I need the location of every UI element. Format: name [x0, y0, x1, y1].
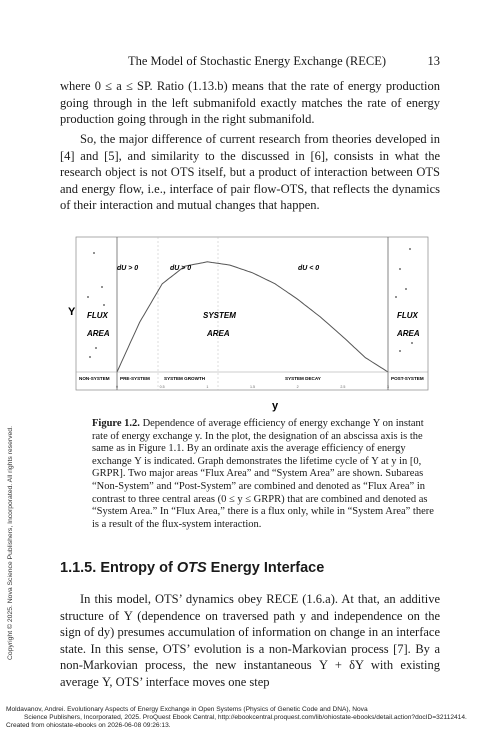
x-tick-label: 1	[206, 385, 209, 389]
label-flux-left-1: FLUX	[87, 311, 108, 320]
x-tick-label: 2.5	[340, 385, 346, 389]
label-non-system: NON-SYSTEM	[79, 376, 110, 381]
x-tick-label: 3	[387, 385, 389, 389]
efficiency-curve	[117, 262, 388, 372]
label-system-decay: SYSTEM DECAY	[285, 376, 321, 381]
paragraph-2: So, the major difference of current research from theories developed in [4] and [5], and similarity to the discussed in [6], consists in what the research object is not OTS itself, but a product of interaction between OTS and energy flow, i.e., interface of pair flow-OTS, that reflects the dynamics of their interaction and mutual changes that happen.	[60, 132, 440, 212]
label-du-mid: dU > 0	[170, 265, 192, 272]
x-ticks	[116, 385, 389, 389]
copyright-text: Copyright © 2025. Nova Science Publishers, Incorporated. All rights reserved.	[7, 426, 14, 660]
figure-svg	[70, 235, 436, 415]
citation-footer	[6, 706, 496, 731]
section-title-prefix: Entropy of	[100, 560, 177, 576]
plot-frame	[76, 237, 428, 390]
label-system-2: AREA	[207, 329, 230, 338]
flux-dot	[103, 304, 105, 306]
section-title-em: OTS	[176, 560, 207, 576]
x-tick-label: 2	[296, 385, 299, 389]
x-tick-label: 1.5	[250, 385, 255, 389]
label-system-growth: SYSTEM GROWTH	[164, 376, 206, 381]
figure-1-2	[70, 235, 436, 415]
flux-dot	[89, 356, 91, 358]
caption-text: Dependence of average efficiency of energy exchange Υ on instant rate of energy exchange y. In the plot, the designation of an abscissa axis is the same as in Figure 1.1. By an ordinate axis the average efficiency of energy exchange Υ is indicated. Graph demonstrates the lifetime cycle of Υ at y in [0, GRPR]. Two major areas “Flux Area” and “System Area” are shown. Subareas “Non-System” and “Post-System” are combined and denoted as “Flux Area” in contrast to three central areas (0 ≤ y ≤ GRPR) that are combined and denoted as “System Area.” In “Flux Area,” there is a flux only, while in “System Area” there is a result of the flux-system interaction.	[92, 418, 434, 530]
header-title: The Model of Stochastic Energy Exchange (RECE)	[128, 54, 387, 68]
footer-line-3: Created from ohiostate-ebooks on 2026-06-08 09:26:13.	[6, 722, 171, 730]
y-axis-label: Υ	[68, 306, 76, 318]
section-number: 1.1.5.	[60, 560, 97, 576]
section-heading	[60, 560, 324, 576]
label-flux-left-2: AREA	[87, 329, 110, 338]
label-pre-system: PRE-SYSTEM	[120, 376, 150, 381]
flux-dot	[411, 342, 413, 344]
flux-dot	[395, 296, 397, 298]
paragraph-1: where 0 ≤ a ≤ SP. Ratio (1.13.b) means that the rate of energy production going through in the left submanifold exactly matches the rate of energy production going through in the right submanifold.	[60, 79, 440, 126]
flux-dot	[93, 252, 95, 254]
label-du-lt0: dU < 0	[298, 265, 320, 272]
flux-dot	[399, 350, 401, 352]
flux-dot	[409, 248, 411, 250]
flux-dot	[405, 288, 407, 290]
figure-caption	[92, 418, 437, 531]
page-number: 13	[427, 54, 440, 68]
copyright-sidebar	[7, 426, 21, 660]
label-flux-right-1: FLUX	[397, 311, 418, 320]
flux-dot	[95, 347, 97, 349]
flux-dot	[87, 296, 89, 298]
flux-dot	[399, 268, 401, 270]
label-post-system: POST-SYSTEM	[391, 376, 424, 381]
x-tick-label: 0	[116, 385, 118, 389]
caption-label: Figure 1.2.	[92, 418, 140, 429]
label-du-left: dU > 0	[117, 265, 139, 272]
x-axis-label: y	[272, 400, 279, 412]
x-tick-label: 0.5	[159, 385, 165, 389]
label-system-1: SYSTEM	[203, 311, 236, 320]
label-flux-right-2: AREA	[397, 329, 420, 338]
footer-line-2: Science Publishers, Incorporated, 2025. ProQuest Ebook Central, http://ebookcentral.proquest.com/lib/ohiostate-ebooks/detail.action?docID=32112414.	[24, 714, 467, 722]
paragraph-3: In this model, OTS’ dynamics obey RECE (1.6.a). At that, an additive structure of Υ (dependence on traversed path y and independence on the sign of dy) presumes accumulation of information on change in an interface state. In this sense, OTS’ evolution is a non-Markovian process [7]. By a non-Markovian process, the new instantaneous Υ + δΥ with existing average Υ, OTS’ interface moves one step	[60, 592, 440, 689]
footer-line-1: Moldavanov, Andrei. Evolutionary Aspects of Energy Exchange in Open Systems (Physics of Genetic Code and DNA), Nova	[6, 706, 368, 713]
section-title-suffix: Energy Interface	[206, 560, 325, 576]
flux-dot	[101, 286, 103, 288]
flux-dots-left	[87, 252, 105, 358]
